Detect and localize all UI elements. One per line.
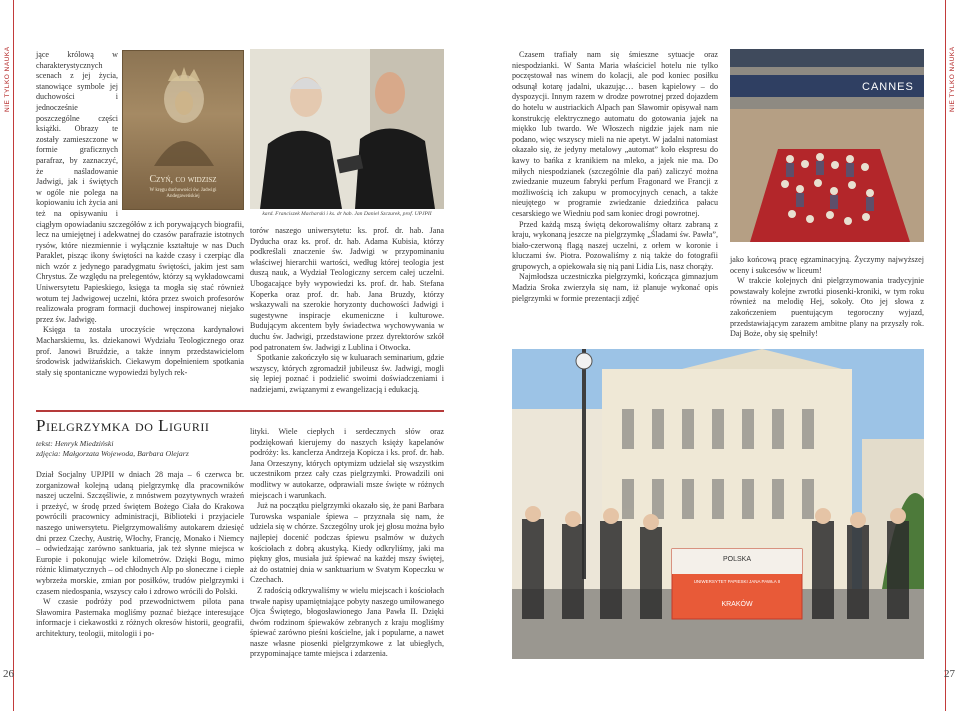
right-paragraph-4: jako końcową pracę egzaminacyjną. Życzymy najwyższej oceny i sukcesów w liceum!: [730, 255, 924, 275]
article-author: tekst: Henryk Miedziński: [36, 439, 114, 448]
cannes-sign: CANNES: [862, 81, 914, 93]
article-col2-paragraph-2: Już na początku pielgrzymki okazało się, że pani Barbara Turowska wspaniale śpiewa – przyznała się nam, że udziela się w chórze. Szczególny urok jej głosu można było najlepiej docenić podczas śpiewu psalmów w dużych kościołach z dobrą akustyką. Kiedy odkryliśmy, jaki ma piękny głos, musiała już śpiewać na każdej mszy świętej, aż do ostatniej dnia w sanktuarium w Svatym Kopeczku w Czechach.: [250, 501, 444, 585]
right-paragraph-3: Najmłodsza uczestniczka pielgrzymki, kończąca gimnazjum Madzia Sroka zwierzyła się nam, iż planuje wykonać opis pielgrzymki w formie prezentacji zdjęć: [512, 272, 718, 303]
article-col1-paragraph-1: Dział Socjalny UPJPII w dniach 28 maja – 6 czerwca br. zorganizował kolejną udaną pielgrzymkę dla pracowników naszej uczelni. Szczęśliwie, z mnóstwem pozytywnych wrażeń i przeżyć, w środę przed świętem Bożego Ciała do Krakowa powrócili pracownicy administracji, Biblioteki i przyjaciele naszego uniwersytetu. Pielgrzymowaliśmy autokarem dziesięć dni przez Czechy, Austrię, Włochy, Francję, Monako i Niemcy – odwiedzając zarówno sanktuaria, jak też słynne miejsca w Europie i pokonując wiele kilometrów. Dzięki Bogu, mimo różnic klimatycznych – od chłodnych Alp po słoneczne i ciepłe wybrzeża morskie, zmian por posiłków, trudów pielgrzymki i czasem niedospania, wszyscy cało i zdrowo wrócili do Polski.: [36, 470, 244, 596]
saint-portrait-icon: [124, 61, 244, 171]
book-title: Czyń, co widzisz: [149, 174, 217, 185]
photo-cannes: [730, 49, 924, 242]
left-col-top: [36, 50, 244, 378]
article-col2-paragraph-3: Z radością odkrywaliśmy w wielu miejscach i kościołach trwałe napisy upamiętniające pobyty naszego umiłowanego Ojca Świętego, błogosławionego Jana Pawła II. Dzięki dwóm rodzinom śpiewaków zebranych z kraju mogliśmy śpiewać zarówno pieśni kościelne, jak i popularne, a nawet nasze własne piosenki pielgrzymkowe z lat ubiegłych, przypominające tamte miejsca i zdarzenia.: [250, 585, 444, 659]
article-title: Pielgrzymka do Ligurii: [36, 416, 210, 435]
mid-top-paragraph-1: torów naszego uniwersytetu: ks. prof. dr. hab. Jana Dyducha oraz ks. prof. dr. hab. Adama Kubisia, którzy podkreślali znaczenie św. Jadwigi w przypominaniu właściwej hierarchii wartości, według której teologia jest duszą nauk, a Wydział Teologiczny sercem całej uczelni. Ubogacające były wypowiedzi ks. prof. dr. hab. Stefana Koperka oraz prof. dr. hab. Jana Bruzdy, którzy wskazywali na szerokie horyzonty duchowości Jadwigi i sugestywne inspiracje ekumeniczne i kulturowe. Budującym akcentem były świadectwa wychowywania w duchu św. Jadwigi, przedstawione przez dyrektorów szkół pod patronatem św. Jadwigi z Lublina i Otwocka.: [250, 226, 444, 352]
right-paragraph-2: Przed każdą mszą świętą dekorowaliśmy ołtarz zabraną z kraju, wykonaną jeszcze na pielgrzymkę „Śladami św. Pawła”, biało-czerwoną flagą naszej uczelni, z orłem w koronie i kluczami św. Piotra. Pozowaliśmy z nią także do fotografii grupowych, a opiekowała się nią pani Lidia Lis, nasz chorąży.: [512, 219, 718, 271]
right-col-text: [512, 50, 718, 304]
photo-milan: [512, 349, 924, 659]
article-col2-paragraph-1: lityki. Wiele ciepłych i serdecznych słów oraz podziękowań kierujemy do naszych księży kapelanów podróży: ks. kanclerza Andrzeja Kopicza i ks. prof. dr. hab. Jana Orzeszyny, których optymizm udzielał się wszystkim uczestnikom przez cały czas pielgrzymki. Prowadzili oni modlitwy w autokarze, odprawiali msze święte w różnych miejscach i warunkach.: [250, 427, 444, 500]
two-priests-photo: [250, 49, 444, 209]
left-top-paragraph-1: jące królową w charakterystycznych scenach z jej życia, stanowiące symbole jej duchowości i jednocześnie poszczególne części książki. Obrazy te zostały zamieszczone w formie graficznych parafraz, by zaznaczyć, że naśladowanie Jadwigi, jak i świętych w ogóle nie polega na kopiowaniu ich życia ani też na opisywaniu i ciągłym opowiadaniu szczegółów z ich porywających biografii, lecz na umiejętnej i adekwatnej do czasów parafrazie istotnych rysów, które niezmiennie i wyłącznie kształtuje w nas Duch Paraklet, pisząc ikony świętości na każde czasy i czerpiąc dla nich wzór z jedynego paradygmatu świętości, jakim jest sam Chrystus. Ze względu na prelegentów, którzy są wykładowcami Uniwersytetu Papieskiego, księga ta mogła się stać również wotum tej Jadwigowej uczelni, która przez swoich profesorów realizowała program formacji duchowej inspirowanej niejako przez św. Jadwigę.: [36, 50, 244, 324]
running-head-left: NIE TYLKO NAUKA: [4, 46, 11, 112]
photo-priests: [250, 49, 444, 209]
banner-line-2: UNIWERSYTET PAPIESKI JANA PAWŁA II: [693, 579, 781, 584]
section-divider: [36, 410, 444, 412]
right-col-text-2: [730, 255, 924, 340]
article-col-2: [250, 427, 444, 660]
page-number-right: 27: [944, 668, 955, 680]
article-photo-credit: zdjęcia: Małgorzata Wojewoda, Barbara Olejarz: [36, 449, 189, 458]
article-col1-paragraph-2: W czasie podróży pod przewodnictwem pilota pana Sławomira Pasternaka mogliśmy poznać bieżące interesujące informacje i ciekawostki z różnych okresów historii, geografii, architektury, teologii, mitologii i po-: [36, 597, 244, 638]
page-number-left: 26: [3, 668, 14, 680]
photo-priests-caption: kard. Franciszek Macharski i ks. dr hab. Jan Daniel Szczurek, prof. UPJPII: [262, 211, 432, 217]
banner-line-3: KRAKÓW: [721, 601, 753, 608]
right-paragraph-1: Czasem trafiały nam się śmieszne sytuacje oraz niespodzianki. W Santa Maria właściciel hotelu nie tylko poczęstował nas winem do kolacji, ale pod koniec posiłku odsunął kotarę jadalni, ukazując… basen kąpielowy – do dyspozycji. Innym razem w drodze powrotnej przed dojazdem do hotelu w austriackich Alpach pan Sławomir opisywał nam konstrukcję elektrycznego automatu do gotowania jajek na miękko lub twardo. We Włoszech nigdzie jajek nam nie podano, więc wszyscy mieli na nie apetyt. W jadalni natomiast okazało się, że jedyny metalowy „automat” koło ekspresu do kawy to bańka z kranikiem na mleko, a jajek nie ma. Do miłych niespodzianek (szczególnie dla pań) zaliczyć można zwiedzanie muzeum fabryki perfum Fragonard we Francji z możliwością ich zakupu w promocyjnych cenach, a także nieujętego w programie zwiedzanie dziedzińca pałacu cesarskiego we Wiedniu pod sam koniec drogi powrotnej.: [512, 50, 718, 218]
mid-col-top: [250, 226, 444, 396]
book-subtitle: W kręgu duchowości św. Jadwigi Andegaweńskiej: [149, 188, 217, 199]
banner-line-1: POLSKA: [722, 556, 751, 563]
running-head-right: NIE TYLKO NAUKA: [949, 46, 956, 112]
mid-top-paragraph-2: Spotkanie zakończyło się w kuluarach seminarium, gdzie wszyscy, których zgromadził jubileusz św. Jadwigi, mogli się lepiej poznać i podzielić swoimi doświadczeniami i nadziejami, związanymi z ewangelizacją i edukacją.: [250, 353, 444, 394]
milan-square-group-photo: [512, 349, 924, 659]
left-top-paragraph-2: Księga ta została uroczyście wręczona kardynałowi Macharskiemu, ks. dziekanowi Wydziału Teologicznego oraz prof. Janowi Bruździe, a także innym przedstawicielom środowisk jadwiżańskich. Ciekawym dopełnieniem spotkania stały się spontaniczne wypowiedzi bylych rek-: [36, 325, 244, 377]
cannes-staircase-group-photo: [730, 49, 924, 242]
right-paragraph-5: W trakcie kolejnych dni pielgrzymowania tradycyjnie powstawały kolejne zwrotki piosenki-kroniki, w tym roku również na melodię Hej, sokoły. Oto jej słowa z zakończeniem puentującym tegoroczny wyjazd, przedstawiającym zarazem ambitne plany na przyszły rok. Daj Boże, oby się spełniły!: [730, 276, 924, 339]
article-col-1: [36, 470, 244, 640]
book-cover-image: [122, 50, 244, 210]
